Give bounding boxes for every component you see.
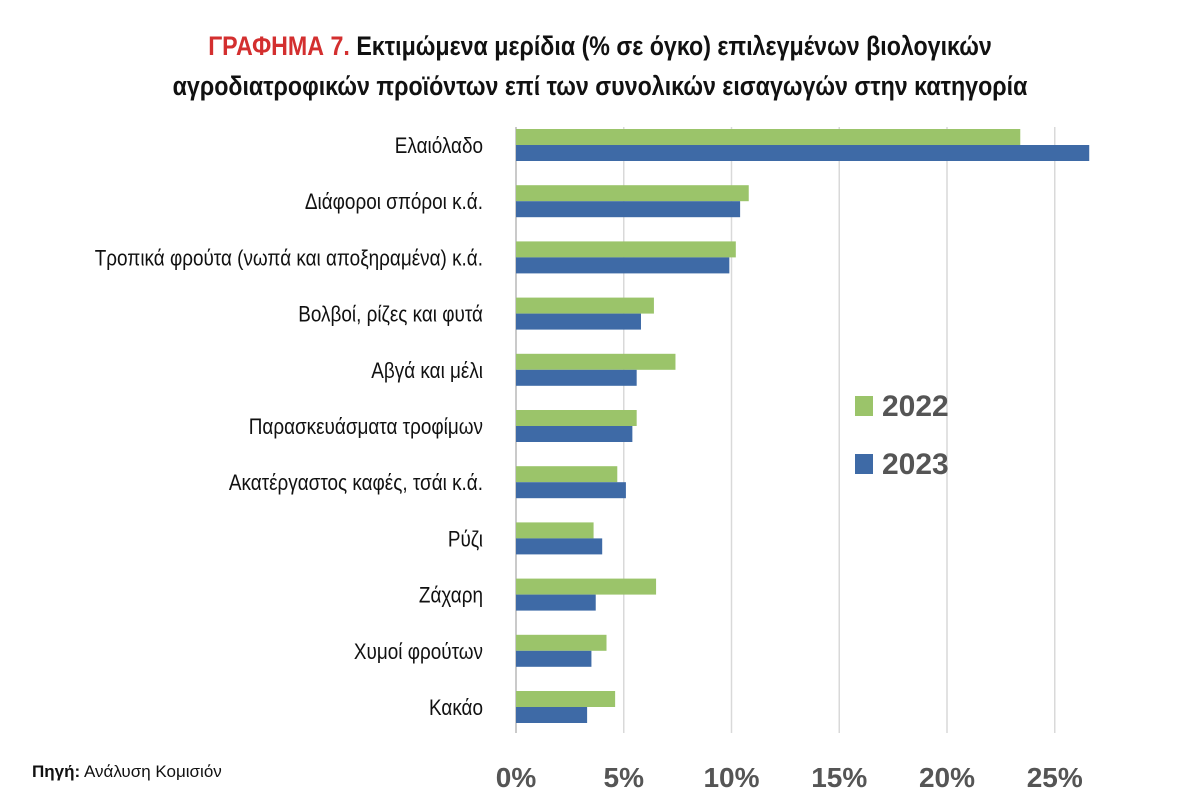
title-line-1-text: Εκτιμώμενα μερίδια (% σε όγκο) επιλεγμένων βιολογικών <box>356 31 992 61</box>
legend <box>855 390 949 481</box>
legend-swatch-2022 <box>855 396 873 416</box>
category-label-8: Ζάχαρη <box>418 583 483 608</box>
x-tick-label-0: 0% <box>495 762 537 793</box>
x-tick-label-25: 25% <box>1026 762 1083 793</box>
x-tick-label-10: 10% <box>703 762 760 793</box>
category-label-2: Τροπικά φρούτα (νωπά και αποξηραμένα) κ.ά. <box>94 246 483 271</box>
bar-2022-10 <box>516 691 615 707</box>
bar-2022-7 <box>516 522 594 538</box>
bars <box>516 129 1089 723</box>
bar-2023-9 <box>516 651 591 667</box>
bar-2023-10 <box>516 707 587 723</box>
bar-2022-0 <box>516 129 1020 145</box>
source-note <box>32 762 222 782</box>
category-labels <box>95 134 483 721</box>
legend-swatch-2023 <box>855 454 873 474</box>
category-label-10: Κακάο <box>429 695 483 721</box>
bar-2023-2 <box>516 257 729 273</box>
category-label-4: Αβγά και μέλι <box>371 358 483 384</box>
bar-2022-5 <box>516 410 637 426</box>
bar-2023-5 <box>516 426 632 442</box>
x-tick-label-5: 5% <box>603 762 644 793</box>
bar-2023-0 <box>516 145 1089 161</box>
source-label: Πηγή: <box>32 762 81 781</box>
bar-2023-6 <box>516 482 626 498</box>
category-label-9: Χυμοί φρούτων <box>353 639 483 665</box>
bar-2022-1 <box>516 185 749 201</box>
bar-2023-4 <box>516 370 637 386</box>
title-line-2: αγροδιατροφικών προϊόντων επί των συνολικών εισαγωγών στην κατηγορία <box>172 71 1028 101</box>
legend-label-2023: 2023 <box>882 448 949 481</box>
title-prefix: ΓΡΑΦΗΜΑ 7. <box>208 31 350 61</box>
bar-2022-3 <box>516 298 654 314</box>
category-label-0: Ελαιόλαδο <box>394 133 483 159</box>
source-text: Ανάλυση Κομισιόν <box>83 762 222 781</box>
category-label-7: Ρύζι <box>447 527 483 552</box>
x-tick-label-20: 20% <box>918 762 976 793</box>
category-label-6: Ακατέργαστος καφές, τσάι κ.ά. <box>228 470 483 496</box>
bar-2023-1 <box>516 201 740 217</box>
category-label-1: Διάφοροι σπόροι κ.ά. <box>304 189 483 215</box>
category-label-3: Βολβοί, ρίζες και φυτά <box>298 302 483 327</box>
bar-2023-8 <box>516 595 596 611</box>
bar-2023-7 <box>516 538 602 554</box>
category-label-5: Παρασκευάσματα τροφίμων <box>248 414 483 440</box>
x-tick-labels <box>496 762 1083 793</box>
bar-2023-3 <box>516 314 641 330</box>
bar-2022-8 <box>516 579 656 595</box>
bar-2022-4 <box>516 354 675 370</box>
bar-2022-2 <box>516 241 736 257</box>
legend-label-2022: 2022 <box>882 390 949 423</box>
bar-2022-6 <box>516 466 617 482</box>
bar-2022-9 <box>516 635 607 651</box>
x-tick-label-15: 15% <box>811 762 868 793</box>
